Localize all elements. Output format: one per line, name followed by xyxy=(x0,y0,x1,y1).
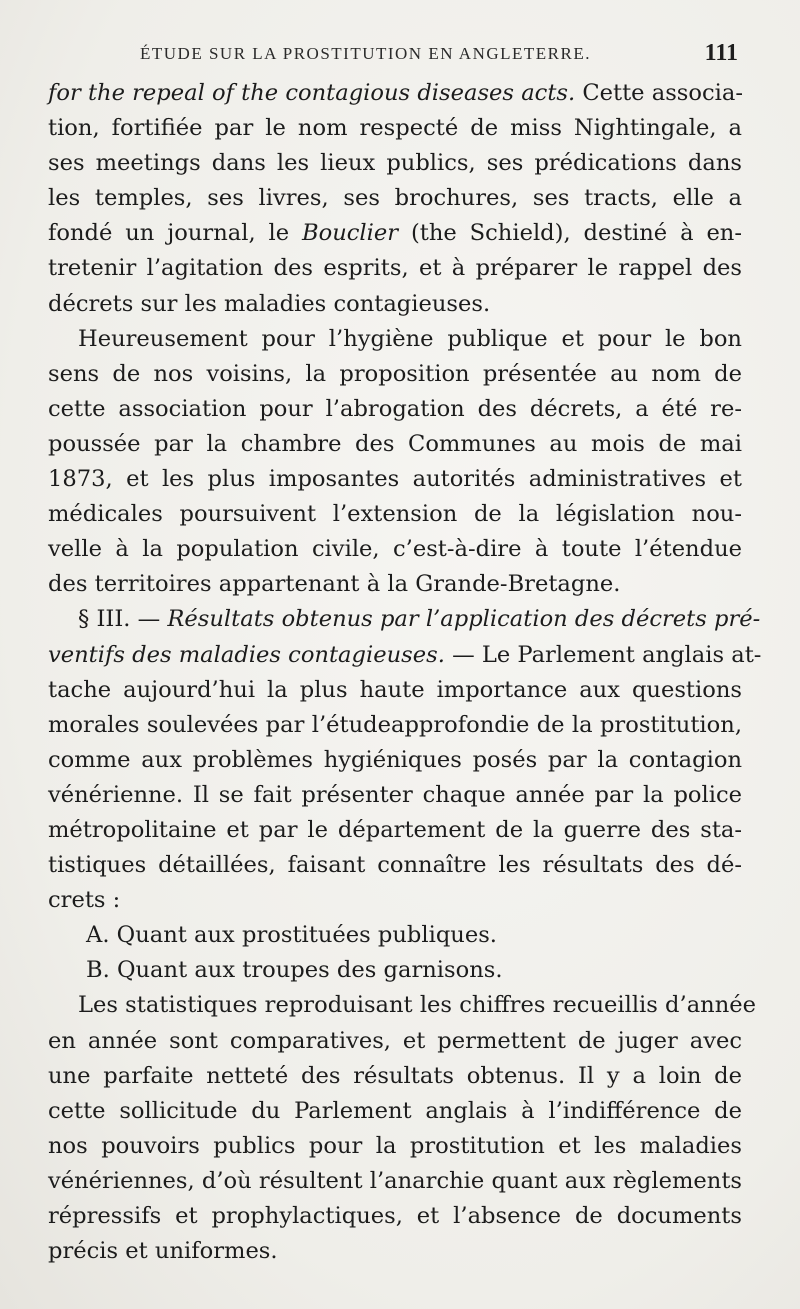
text-line xyxy=(48,638,762,673)
italic-phrase: ventifs des maladies contagieuses. xyxy=(48,641,445,668)
paragraph-5 xyxy=(48,988,757,1269)
text-line: nos pouvoirs publics pour la prostitution et les maladies xyxy=(48,1132,742,1159)
paragraph-3 xyxy=(48,602,762,918)
text-line: répressifs et prophylactiques, et l’absence de documents xyxy=(48,1203,742,1229)
text-line: velle à la population civile, c’est-à-dire à toute l’étendue xyxy=(48,536,742,563)
paragraph-1 xyxy=(48,76,742,322)
text-line: tache aujourd’hui la plus haute importance aux questions xyxy=(48,676,742,703)
text-line: les temples, ses livres, ses brochures, ses tracts, elle a xyxy=(48,185,742,212)
list-item: A. Quant aux prostituées publiques. xyxy=(86,922,497,949)
text-line xyxy=(48,602,761,637)
text-line: une parfaite netteté des résultats obtenus. Il y a loin de xyxy=(48,1062,742,1089)
line-text: fondé un journal, le xyxy=(48,220,303,247)
text-line: métropolitaine et par le département de la guerre des sta- xyxy=(48,816,742,843)
text-line: décrets sur les maladies contagieuses. xyxy=(48,290,491,317)
text-line: vénérienne. Il se fait présenter chaque année par la police xyxy=(48,781,742,808)
list-item: B. Quant aux troupes des garnisons. xyxy=(86,957,503,984)
text-line: cette sollicitude du Parlement anglais à l’indifférence de xyxy=(48,1097,742,1124)
italic-phrase: for the repeal of the contagious diseases acts. xyxy=(48,80,576,106)
text-line: cette association pour l’abrogation des décrets, a été re- xyxy=(48,395,742,422)
line-text: (the Schield), destiné à en- xyxy=(398,220,742,247)
line-text: § III. — xyxy=(78,606,168,633)
page-header xyxy=(60,40,740,74)
text-line: crets : xyxy=(48,887,121,914)
text-line: vénériennes, d’où résultent l’anarchie quant aux règlements xyxy=(48,1167,742,1194)
text-line: tretenir l’agitation des esprits, et à préparer le rappel des xyxy=(48,255,742,282)
text-line: médicales poursuivent l’extension de la législation nou- xyxy=(48,501,742,528)
text-line: tistiques détaillées, faisant connaître les résultats des dé- xyxy=(48,852,742,879)
running-title: ÉTUDE SUR LA PROSTITUTION EN ANGLETERRE. xyxy=(140,44,591,63)
text-line xyxy=(48,76,742,111)
text-line: comme aux problèmes hygiéniques posés par la contagion xyxy=(48,746,742,773)
text-line: précis et uniformes. xyxy=(48,1238,278,1265)
list xyxy=(48,918,742,988)
line-text: — Le Parlement anglais at- xyxy=(444,641,762,668)
section-heading-italic: Résultats obtenus par l’application des décrets pré- xyxy=(167,606,761,633)
paragraph-2 xyxy=(48,322,742,603)
page-number: 111 xyxy=(704,40,738,66)
text-line: Les statistiques reproduisant les chiffres recueillis d’année xyxy=(78,992,757,1019)
text-line: poussée par la chambre des Communes au mois de mai xyxy=(48,430,742,457)
text-line: morales soulevées par l’étudeapprofondie de la prostitution, xyxy=(48,711,742,738)
text-line: en année sont comparatives, et permettent de juger avec xyxy=(48,1027,742,1054)
text-line: tion, fortifiée par le nom respecté de miss Nightingale, a xyxy=(48,115,742,142)
text-line xyxy=(48,216,742,251)
line-text: Cette associa- xyxy=(575,80,743,106)
text-line: Heureusement pour l’hygiène publique et pour le bon xyxy=(78,325,742,352)
text-line: 1873, et les plus imposantes autorités administratives et xyxy=(48,466,742,493)
italic-word: Bouclier xyxy=(302,220,399,247)
body-text xyxy=(48,76,762,1269)
text-line: des territoires appartenant à la Grande-Bretagne. xyxy=(48,571,621,598)
text-line: ses meetings dans les lieux publics, ses prédications dans xyxy=(48,150,742,177)
text-line: sens de nos voisins, la proposition présentée au nom de xyxy=(48,360,742,387)
